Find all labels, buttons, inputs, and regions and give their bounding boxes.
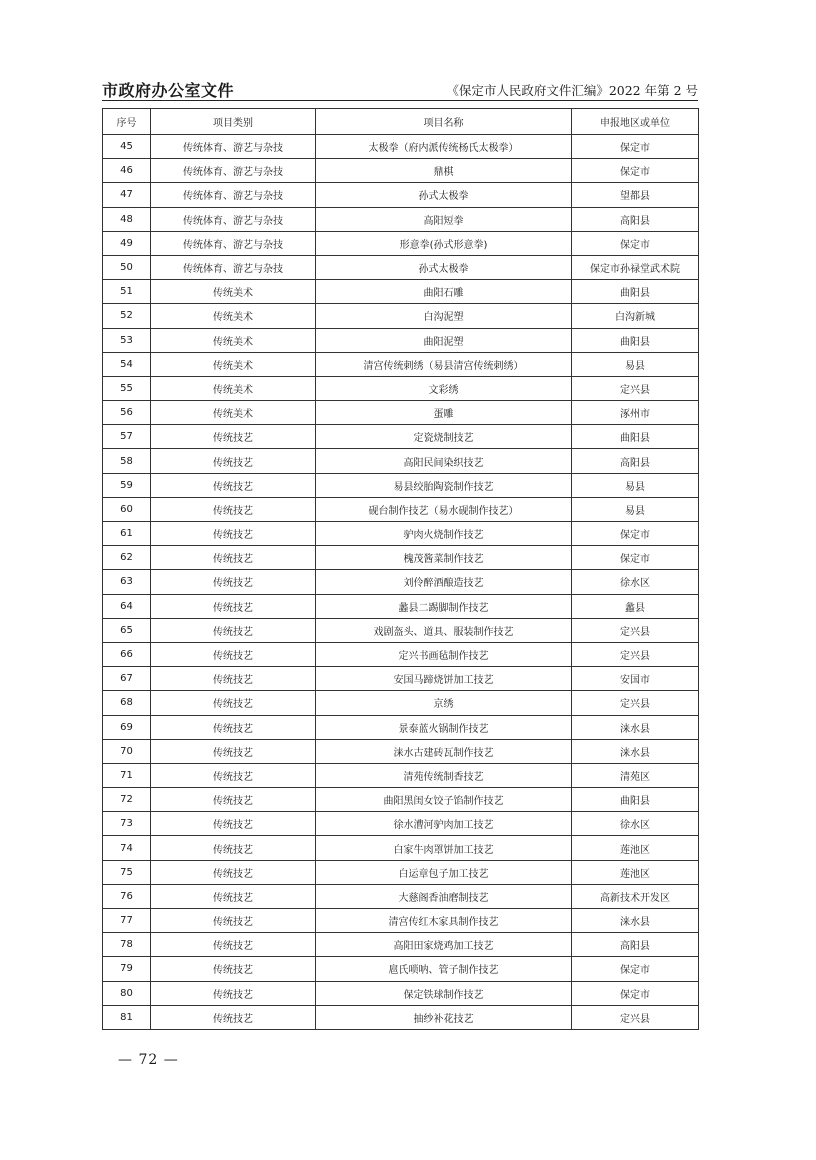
- table-row: [103, 473, 699, 497]
- cell-number: 45: [103, 135, 151, 159]
- table-row: [103, 884, 699, 908]
- cell-project-name: 形意拳(孙式形意拳): [316, 231, 572, 255]
- cell-category: 传统技艺: [151, 981, 316, 1005]
- cell-region: 高新技术开发区: [572, 884, 699, 908]
- cell-number: 49: [103, 231, 151, 255]
- cell-project-name: 白运章包子加工技艺: [316, 860, 572, 884]
- cell-region: 保定市: [572, 546, 699, 570]
- cell-category: 传统技艺: [151, 884, 316, 908]
- table-row: [103, 739, 699, 763]
- column-header-number: 序号: [103, 109, 151, 135]
- cell-region: 蠡县: [572, 594, 699, 618]
- cell-region: 保定市: [572, 957, 699, 981]
- cell-category: 传统技艺: [151, 1005, 316, 1029]
- cell-category: 传统美术: [151, 328, 316, 352]
- cell-category: 传统美术: [151, 352, 316, 376]
- cell-category: 传统美术: [151, 304, 316, 328]
- cell-region: 白沟新城: [572, 304, 699, 328]
- cell-region: 曲阳县: [572, 788, 699, 812]
- cell-category: 传统技艺: [151, 642, 316, 666]
- heritage-project-table: [102, 108, 699, 1030]
- cell-number: 47: [103, 183, 151, 207]
- header-office-title: 市政府办公室文件: [102, 81, 235, 100]
- cell-region: 望都县: [572, 183, 699, 207]
- table-row: [103, 255, 699, 279]
- cell-region: 定兴县: [572, 618, 699, 642]
- cell-project-name: 高阳民间染织技艺: [316, 449, 572, 473]
- cell-category: 传统技艺: [151, 933, 316, 957]
- cell-project-name: 扈氏唢呐、管子制作技艺: [316, 957, 572, 981]
- cell-category: 传统技艺: [151, 788, 316, 812]
- cell-category: 传统技艺: [151, 691, 316, 715]
- cell-number: 61: [103, 522, 151, 546]
- cell-region: 莲池区: [572, 860, 699, 884]
- cell-region: 保定市孙禄堂武术院: [572, 255, 699, 279]
- cell-project-name: 大慈阁香油磨制技艺: [316, 884, 572, 908]
- cell-category: 传统技艺: [151, 836, 316, 860]
- cell-category: 传统技艺: [151, 618, 316, 642]
- cell-project-name: 清宫传统刺绣（易县清宫传统刺绣）: [316, 352, 572, 376]
- cell-project-name: 易县绞胎陶瓷制作技艺: [316, 473, 572, 497]
- cell-region: 保定市: [572, 522, 699, 546]
- table-row: [103, 376, 699, 400]
- cell-category: 传统体育、游艺与杂技: [151, 135, 316, 159]
- cell-category: 传统美术: [151, 401, 316, 425]
- cell-project-name: 曲阳泥塑: [316, 328, 572, 352]
- cell-number: 54: [103, 352, 151, 376]
- table-row: [103, 352, 699, 376]
- cell-category: 传统体育、游艺与杂技: [151, 231, 316, 255]
- cell-number: 50: [103, 255, 151, 279]
- header-publication-title: 《保定市人民政府文件汇编》2022 年第 2 号: [446, 83, 698, 98]
- cell-number: 80: [103, 981, 151, 1005]
- cell-region: 曲阳县: [572, 280, 699, 304]
- cell-region: 曲阳县: [572, 328, 699, 352]
- cell-project-name: 定兴书画毡制作技艺: [316, 642, 572, 666]
- cell-project-name: 徐水漕河驴肉加工技艺: [316, 812, 572, 836]
- column-header-region: 申报地区或单位: [572, 109, 699, 135]
- cell-number: 48: [103, 207, 151, 231]
- cell-project-name: 高阳田家烧鸡加工技艺: [316, 933, 572, 957]
- cell-number: 65: [103, 618, 151, 642]
- table-header-row: [103, 109, 699, 135]
- cell-region: 易县: [572, 497, 699, 521]
- cell-number: 57: [103, 425, 151, 449]
- cell-project-name: 文彩绣: [316, 376, 572, 400]
- cell-project-name: 蠡县二踢脚制作技艺: [316, 594, 572, 618]
- table-row: [103, 401, 699, 425]
- cell-number: 68: [103, 691, 151, 715]
- table-row: [103, 570, 699, 594]
- cell-region: 清苑区: [572, 763, 699, 787]
- cell-project-name: 清宫传红木家具制作技艺: [316, 909, 572, 933]
- cell-region: 高阳县: [572, 933, 699, 957]
- cell-project-name: 孙式太极拳: [316, 183, 572, 207]
- cell-region: 保定市: [572, 231, 699, 255]
- cell-number: 81: [103, 1005, 151, 1029]
- table-row: [103, 522, 699, 546]
- cell-project-name: 太极拳（府内派传统杨氏太极拳）: [316, 135, 572, 159]
- table-row: [103, 715, 699, 739]
- cell-category: 传统体育、游艺与杂技: [151, 207, 316, 231]
- cell-category: 传统技艺: [151, 570, 316, 594]
- cell-project-name: 刘伶醉酒酿造技艺: [316, 570, 572, 594]
- cell-number: 71: [103, 763, 151, 787]
- table-row: [103, 788, 699, 812]
- cell-project-name: 鼎棋: [316, 159, 572, 183]
- cell-category: 传统技艺: [151, 473, 316, 497]
- cell-number: 78: [103, 933, 151, 957]
- table-row: [103, 836, 699, 860]
- cell-category: 传统技艺: [151, 739, 316, 763]
- column-header-category: 项目类别: [151, 109, 316, 135]
- table-row: [103, 159, 699, 183]
- cell-category: 传统技艺: [151, 957, 316, 981]
- table-body: [103, 135, 699, 1030]
- cell-number: 67: [103, 667, 151, 691]
- cell-number: 74: [103, 836, 151, 860]
- cell-region: 定兴县: [572, 691, 699, 715]
- cell-region: 保定市: [572, 981, 699, 1005]
- cell-project-name: 蛋雕: [316, 401, 572, 425]
- cell-region: 易县: [572, 352, 699, 376]
- table-row: [103, 981, 699, 1005]
- cell-category: 传统技艺: [151, 594, 316, 618]
- cell-category: 传统技艺: [151, 860, 316, 884]
- cell-region: 涞水县: [572, 715, 699, 739]
- cell-region: 易县: [572, 473, 699, 497]
- page-header: [102, 76, 698, 101]
- table-row: [103, 1005, 699, 1029]
- table-row: [103, 280, 699, 304]
- table-row: [103, 812, 699, 836]
- table-row: [103, 860, 699, 884]
- cell-region: 定兴县: [572, 642, 699, 666]
- table-row: [103, 497, 699, 521]
- cell-category: 传统技艺: [151, 497, 316, 521]
- table-row: [103, 618, 699, 642]
- table-row: [103, 231, 699, 255]
- cell-number: 70: [103, 739, 151, 763]
- table-row: [103, 207, 699, 231]
- cell-number: 63: [103, 570, 151, 594]
- table-row: [103, 304, 699, 328]
- table-row: [103, 642, 699, 666]
- table-row: [103, 763, 699, 787]
- cell-project-name: 定瓷烧制技艺: [316, 425, 572, 449]
- table-row: [103, 957, 699, 981]
- cell-category: 传统美术: [151, 376, 316, 400]
- cell-region: 曲阳县: [572, 425, 699, 449]
- cell-number: 62: [103, 546, 151, 570]
- table-row: [103, 909, 699, 933]
- cell-category: 传统体育、游艺与杂技: [151, 183, 316, 207]
- cell-project-name: 曲阳黑闺女饺子馅制作技艺: [316, 788, 572, 812]
- cell-category: 传统技艺: [151, 715, 316, 739]
- cell-category: 传统体育、游艺与杂技: [151, 159, 316, 183]
- cell-project-name: 京绣: [316, 691, 572, 715]
- cell-category: 传统技艺: [151, 425, 316, 449]
- cell-project-name: 高阳短拳: [316, 207, 572, 231]
- cell-number: 52: [103, 304, 151, 328]
- cell-project-name: 涞水古建砖瓦制作技艺: [316, 739, 572, 763]
- table-row: [103, 546, 699, 570]
- cell-project-name: 保定铁球制作技艺: [316, 981, 572, 1005]
- cell-number: 73: [103, 812, 151, 836]
- cell-region: 涿州市: [572, 401, 699, 425]
- cell-category: 传统美术: [151, 280, 316, 304]
- cell-category: 传统体育、游艺与杂技: [151, 255, 316, 279]
- cell-region: 定兴县: [572, 1005, 699, 1029]
- cell-number: 64: [103, 594, 151, 618]
- cell-project-name: 安国马蹄烧饼加工技艺: [316, 667, 572, 691]
- cell-category: 传统技艺: [151, 812, 316, 836]
- cell-project-name: 驴肉火烧制作技艺: [316, 522, 572, 546]
- cell-project-name: 槐茂酱菜制作技艺: [316, 546, 572, 570]
- cell-number: 60: [103, 497, 151, 521]
- cell-number: 75: [103, 860, 151, 884]
- cell-region: 定兴县: [572, 376, 699, 400]
- cell-number: 59: [103, 473, 151, 497]
- page-number: — 72 —: [118, 1052, 179, 1068]
- cell-project-name: 抽纱补花技艺: [316, 1005, 572, 1029]
- cell-number: 46: [103, 159, 151, 183]
- cell-region: 高阳县: [572, 207, 699, 231]
- cell-region: 涞水县: [572, 739, 699, 763]
- cell-number: 77: [103, 909, 151, 933]
- cell-number: 79: [103, 957, 151, 981]
- cell-number: 72: [103, 788, 151, 812]
- cell-number: 53: [103, 328, 151, 352]
- cell-number: 55: [103, 376, 151, 400]
- cell-category: 传统技艺: [151, 522, 316, 546]
- cell-project-name: 孙式太极拳: [316, 255, 572, 279]
- cell-category: 传统技艺: [151, 449, 316, 473]
- cell-project-name: 景泰蓝火锅制作技艺: [316, 715, 572, 739]
- cell-region: 高阳县: [572, 449, 699, 473]
- cell-number: 56: [103, 401, 151, 425]
- cell-number: 69: [103, 715, 151, 739]
- cell-project-name: 清苑传统制香技艺: [316, 763, 572, 787]
- table-row: [103, 449, 699, 473]
- cell-region: 莲池区: [572, 836, 699, 860]
- cell-project-name: 戏剧盔头、道具、服装制作技艺: [316, 618, 572, 642]
- table-row: [103, 933, 699, 957]
- cell-category: 传统技艺: [151, 909, 316, 933]
- table-row: [103, 425, 699, 449]
- cell-category: 传统技艺: [151, 763, 316, 787]
- cell-project-name: 曲阳石雕: [316, 280, 572, 304]
- cell-region: 徐水区: [572, 812, 699, 836]
- table-row: [103, 135, 699, 159]
- table-row: [103, 691, 699, 715]
- column-header-project-name: 项目名称: [316, 109, 572, 135]
- table-row: [103, 183, 699, 207]
- cell-project-name: 白家牛肉罩饼加工技艺: [316, 836, 572, 860]
- cell-project-name: 白沟泥塑: [316, 304, 572, 328]
- cell-region: 徐水区: [572, 570, 699, 594]
- cell-region: 涞水县: [572, 909, 699, 933]
- cell-number: 58: [103, 449, 151, 473]
- cell-number: 66: [103, 642, 151, 666]
- table-row: [103, 328, 699, 352]
- cell-category: 传统技艺: [151, 667, 316, 691]
- cell-number: 51: [103, 280, 151, 304]
- cell-region: 保定市: [572, 159, 699, 183]
- cell-category: 传统技艺: [151, 546, 316, 570]
- table-row: [103, 667, 699, 691]
- cell-region: 安国市: [572, 667, 699, 691]
- cell-number: 76: [103, 884, 151, 908]
- cell-region: 保定市: [572, 135, 699, 159]
- table-row: [103, 594, 699, 618]
- cell-project-name: 砚台制作技艺（易水砚制作技艺）: [316, 497, 572, 521]
